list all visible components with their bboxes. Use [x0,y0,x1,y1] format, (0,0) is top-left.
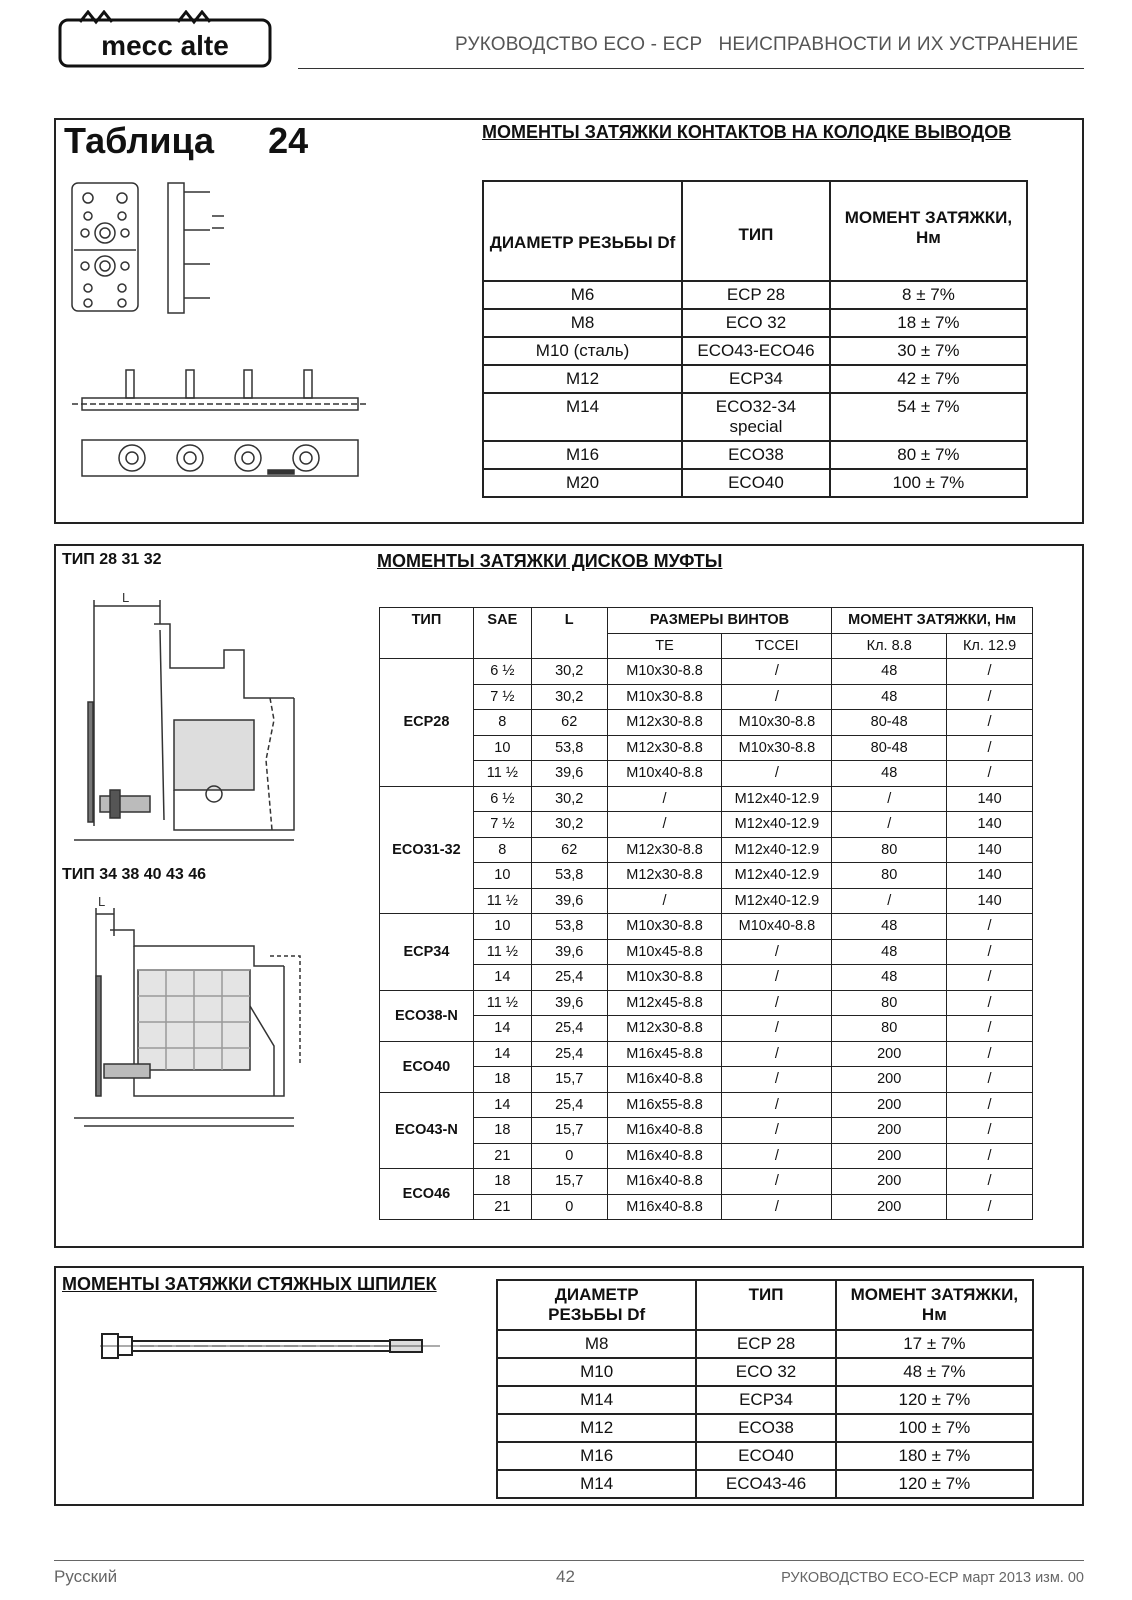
table-cell: 18 [473,1067,531,1093]
table-cell: 14 [473,965,531,991]
table-cell: / [722,659,832,685]
table-row [380,1118,1033,1144]
table-cell: 8 ± 7% [830,281,1027,309]
type-cell: ECP28 [380,659,474,787]
table-cell: 39,6 [531,888,607,914]
table-cell: 14 [473,1041,531,1067]
table-row [483,281,1027,309]
table-cell: 200 [832,1194,947,1220]
table-cell: 6 ½ [473,786,531,812]
table-cell: M12x30-8.8 [607,1016,722,1042]
table-cell: 80 [832,837,947,863]
table-cell: 48 [832,684,947,710]
terminal-torque-title: МОМЕНТЫ ЗАТЯЖКИ КОНТАКТОВ НА КОЛОДКЕ ВЫВОДОВ [482,122,1012,142]
table-cell: 140 [947,888,1033,914]
col-header-type: ТИП [380,608,474,659]
table-row [380,1143,1033,1169]
table-cell: M10x30-8.8 [722,710,832,736]
table-cell: 80-48 [832,710,947,736]
table-cell: 200 [832,1169,947,1195]
terminal-block-drawing [70,178,380,498]
table-cell: / [722,1092,832,1118]
col-header-kl129: Кл. 12.9 [947,633,1033,659]
col-header-te: TE [607,633,722,659]
table-cell: 11 ½ [473,990,531,1016]
table-cell: M16x40-8.8 [607,1067,722,1093]
table-cell: ECO38 [696,1414,835,1442]
table-cell: 0 [531,1143,607,1169]
table-cell: / [722,1067,832,1093]
table-cell: 18 ± 7% [830,309,1027,337]
page-number: 42 [556,1567,575,1586]
table-row [380,659,1033,685]
table-row [380,1016,1033,1042]
table-header: МОМЕНТ ЗАТЯЖКИ, Нм [836,1280,1033,1330]
table-cell: M12x45-8.8 [607,990,722,1016]
table-cell: M12x40-12.9 [722,888,832,914]
table-row [483,337,1027,365]
table-cell: / [947,1041,1033,1067]
svg-text:L: L [98,896,106,909]
table-cell: / [722,1143,832,1169]
table-cell: 30 ± 7% [830,337,1027,365]
table-cell: / [722,1041,832,1067]
table-cell: 11 ½ [473,939,531,965]
table-cell: / [832,786,947,812]
table-cell: 140 [947,863,1033,889]
table-header: ТИП [682,181,830,281]
table-cell: 48 [832,914,947,940]
table-header: ДИАМЕТР РЕЗЬБЫ Df [483,181,682,281]
table-cell: M10x30-8.8 [607,914,722,940]
table-cell: 25,4 [531,1092,607,1118]
table-cell: 8 [473,837,531,863]
table-cell: / [722,990,832,1016]
table-row [380,812,1033,838]
table-cell: / [607,812,722,838]
table-cell: M20 [483,469,682,497]
table-cell: 140 [947,812,1033,838]
table-cell: / [832,812,947,838]
table-cell: M16 [483,441,682,469]
table-cell: M14 [483,393,682,441]
table-cell: 48 [832,965,947,991]
footer-divider [54,1560,1084,1561]
table-row [380,888,1033,914]
table-cell: 100 ± 7% [830,469,1027,497]
table-cell: 0 [531,1194,607,1220]
table-cell: / [722,761,832,787]
table-row [380,1041,1033,1067]
table-cell: 140 [947,837,1033,863]
table-cell: / [722,1118,832,1144]
table-cell: M10x40-8.8 [607,761,722,787]
table-cell: 25,4 [531,965,607,991]
tip-label-34-46: ТИП 34 38 40 43 46 [62,866,206,883]
coupling-drawing-large [74,896,304,1156]
table-cell: / [947,1143,1033,1169]
table-cell: 11 ½ [473,888,531,914]
type-cell: ECO38-N [380,990,474,1041]
table-header: ДИАМЕТР РЕЗЬБЫ Df [497,1280,696,1330]
footer-language: Русский [54,1567,118,1586]
table-row [483,365,1027,393]
type-cell: ECO40 [380,1041,474,1092]
table-cell: M12x40-12.9 [722,837,832,863]
table-number: 24 [268,120,309,161]
table-row [497,1386,1033,1414]
table-cell: / [947,1092,1033,1118]
table-cell: 200 [832,1118,947,1144]
table-cell: 80 ± 7% [830,441,1027,469]
table-cell: 200 [832,1041,947,1067]
table-cell: 48 [832,939,947,965]
table-cell: / [947,659,1033,685]
header-divider [298,68,1084,69]
table-cell: M10x45-8.8 [607,939,722,965]
table-cell: 10 [473,863,531,889]
type-cell: ECO46 [380,1169,474,1220]
table-cell: 14 [473,1016,531,1042]
table-cell: 25,4 [531,1016,607,1042]
table-cell: M10 (сталь) [483,337,682,365]
table-cell: 30,2 [531,684,607,710]
table-cell: M16 [497,1442,696,1470]
table-cell: 15,7 [531,1067,607,1093]
table-cell: 14 [473,1092,531,1118]
table-cell: 10 [473,735,531,761]
table-cell: / [607,786,722,812]
table-cell: 180 ± 7% [836,1442,1033,1470]
table-cell: ECO 32 [682,309,830,337]
table-row [380,863,1033,889]
col-header-l: L [531,608,607,659]
table-cell: 17 ± 7% [836,1330,1033,1358]
table-cell: ECP34 [696,1386,835,1414]
table-cell: / [947,710,1033,736]
table-row [497,1442,1033,1470]
coupling-torque-title: МОМЕНТЫ ЗАТЯЖКИ ДИСКОВ МУФТЫ [377,551,723,571]
table-row [483,309,1027,337]
table-cell: 21 [473,1194,531,1220]
table-cell: / [947,1118,1033,1144]
table-cell: M16x40-8.8 [607,1169,722,1195]
table-cell: M16x55-8.8 [607,1092,722,1118]
table-cell: 30,2 [531,812,607,838]
table-cell: 48 [832,761,947,787]
table-cell: M12 [483,365,682,393]
table-cell: / [722,965,832,991]
table-cell: M16x40-8.8 [607,1118,722,1144]
table-row [380,1194,1033,1220]
table-cell: 42 ± 7% [830,365,1027,393]
table-cell: M8 [483,309,682,337]
table-cell: / [947,914,1033,940]
table-row [483,469,1027,497]
table-row [497,1470,1033,1498]
table-cell: 140 [947,786,1033,812]
table-cell: M10x30-8.8 [607,684,722,710]
table-cell: / [607,888,722,914]
table-cell: / [947,1067,1033,1093]
table-row [380,684,1033,710]
table-cell: 21 [473,1143,531,1169]
table-cell: 53,8 [531,863,607,889]
table-row [380,710,1033,736]
table-row [497,1358,1033,1386]
table-cell: 30,2 [531,786,607,812]
footer-doc-info: РУКОВОДСТВО ECO-ECP март 2013 изм. 00 [781,1570,1084,1586]
table-cell: M10x30-8.8 [607,659,722,685]
table-cell: 200 [832,1143,947,1169]
terminal-torque-table [482,180,1028,498]
table-cell: 10 [473,914,531,940]
table-cell: 100 ± 7% [836,1414,1033,1442]
table-cell: M12x30-8.8 [607,837,722,863]
table-header: ТИП [696,1280,835,1330]
table-cell: / [722,684,832,710]
svg-text:L: L [122,590,130,605]
table-cell: M16x40-8.8 [607,1194,722,1220]
table-cell: M8 [497,1330,696,1358]
table-cell: M16x40-8.8 [607,1143,722,1169]
stud-torque-title: МОМЕНТЫ ЗАТЯЖКИ СТЯЖНЫХ ШПИЛЕК [62,1274,437,1294]
table-cell: 15,7 [531,1118,607,1144]
table-row [380,735,1033,761]
tip-label-28-31-32: ТИП 28 31 32 [62,551,162,568]
col-header-tccei: TCCEI [722,633,832,659]
table-cell: / [722,939,832,965]
svg-text:mecc alte: mecc alte [101,30,229,61]
table-row [380,965,1033,991]
table-cell: M12x40-12.9 [722,812,832,838]
table-cell: / [947,939,1033,965]
table-cell: M10x40-8.8 [722,914,832,940]
table-cell: / [947,1194,1033,1220]
table-cell: 39,6 [531,939,607,965]
table-row [380,914,1033,940]
table-cell: 39,6 [531,761,607,787]
table-cell: 18 [473,1169,531,1195]
type-cell: ECP34 [380,914,474,991]
table-row [380,990,1033,1016]
table-cell: 120 ± 7% [836,1470,1033,1498]
table-cell: ECP34 [682,365,830,393]
table-cell: 53,8 [531,735,607,761]
table-row [380,1169,1033,1195]
table-cell: M10x30-8.8 [607,965,722,991]
table-cell: ECP 28 [682,281,830,309]
table-row [380,939,1033,965]
table-cell: / [947,1016,1033,1042]
table-row [380,1067,1033,1093]
tie-rod-stud-drawing [100,1326,440,1366]
table-cell: 7 ½ [473,684,531,710]
table-cell: 120 ± 7% [836,1386,1033,1414]
table-cell: ECO43-46 [696,1470,835,1498]
mecc-alte-logo [58,10,272,68]
table-row [380,786,1033,812]
table-cell: M12 [497,1414,696,1442]
type-cell: ECO43-N [380,1092,474,1169]
table-cell: M12x30-8.8 [607,735,722,761]
table-cell: ECO 32 [696,1358,835,1386]
table-cell: 7 ½ [473,812,531,838]
table-cell: 200 [832,1067,947,1093]
col-header-screws: РАЗМЕРЫ ВИНТОВ [607,608,832,634]
type-cell: ECO31-32 [380,786,474,914]
table-cell: ECO43-ECO46 [682,337,830,365]
col-header-torque: МОМЕНТ ЗАТЯЖКИ, Нм [832,608,1033,634]
table-cell: 80-48 [832,735,947,761]
table-cell: 30,2 [531,659,607,685]
table-cell: M16x45-8.8 [607,1041,722,1067]
table-row [380,837,1033,863]
table-cell: / [722,1169,832,1195]
table-cell: M10x30-8.8 [722,735,832,761]
table-row [483,441,1027,469]
table-cell: 54 ± 7% [830,393,1027,441]
stud-torque-table [496,1279,1034,1499]
table-header: МОМЕНТ ЗАТЯЖКИ, Нм [830,181,1027,281]
col-header-sae: SAE [473,608,531,659]
table-cell: ECO40 [682,469,830,497]
table-cell: / [947,684,1033,710]
table-cell: 18 [473,1118,531,1144]
table-cell: ECO38 [682,441,830,469]
table-cell: 6 ½ [473,659,531,685]
table-label [64,120,308,162]
table-cell: 48 [832,659,947,685]
table-cell: / [722,1194,832,1220]
table-cell: / [947,990,1033,1016]
table-cell: M6 [483,281,682,309]
table-cell: / [947,761,1033,787]
table-cell: / [832,888,947,914]
table-row [380,761,1033,787]
coupling-drawing-small [74,590,304,858]
table-cell: 11 ½ [473,761,531,787]
table-cell: 200 [832,1092,947,1118]
table-cell: 25,4 [531,1041,607,1067]
header-title: РУКОВОДСТВО ECO - ECP НЕИСПРАВНОСТИ И ИХ УСТРАНЕНИЕ [455,34,1079,55]
table-cell: 8 [473,710,531,736]
col-header-kl88: Кл. 8.8 [832,633,947,659]
table-cell: 15,7 [531,1169,607,1195]
table-cell: M10 [497,1358,696,1386]
table-cell: / [947,965,1033,991]
table-cell: M12x40-12.9 [722,863,832,889]
table-cell: 48 ± 7% [836,1358,1033,1386]
table-cell: 80 [832,990,947,1016]
table-cell: M12x30-8.8 [607,710,722,736]
table-cell: M12x40-12.9 [722,786,832,812]
table-cell: ECO40 [696,1442,835,1470]
table-cell: 80 [832,1016,947,1042]
table-cell: 53,8 [531,914,607,940]
coupling-torque-table [379,607,1033,1220]
table-cell: M14 [497,1470,696,1498]
table-cell: M14 [497,1386,696,1414]
table-cell: / [722,1016,832,1042]
table-cell: ECO32-34 special [682,393,830,441]
table-cell: 62 [531,837,607,863]
table-row [497,1330,1033,1358]
table-row [380,1092,1033,1118]
table-label-text: Таблица [64,120,215,161]
table-cell: / [947,735,1033,761]
table-cell: 80 [832,863,947,889]
table-cell: 39,6 [531,990,607,1016]
table-row [483,393,1027,441]
table-cell: ECP 28 [696,1330,835,1358]
table-row [497,1414,1033,1442]
table-cell: 62 [531,710,607,736]
table-cell: / [947,1169,1033,1195]
table-cell: M12x30-8.8 [607,863,722,889]
